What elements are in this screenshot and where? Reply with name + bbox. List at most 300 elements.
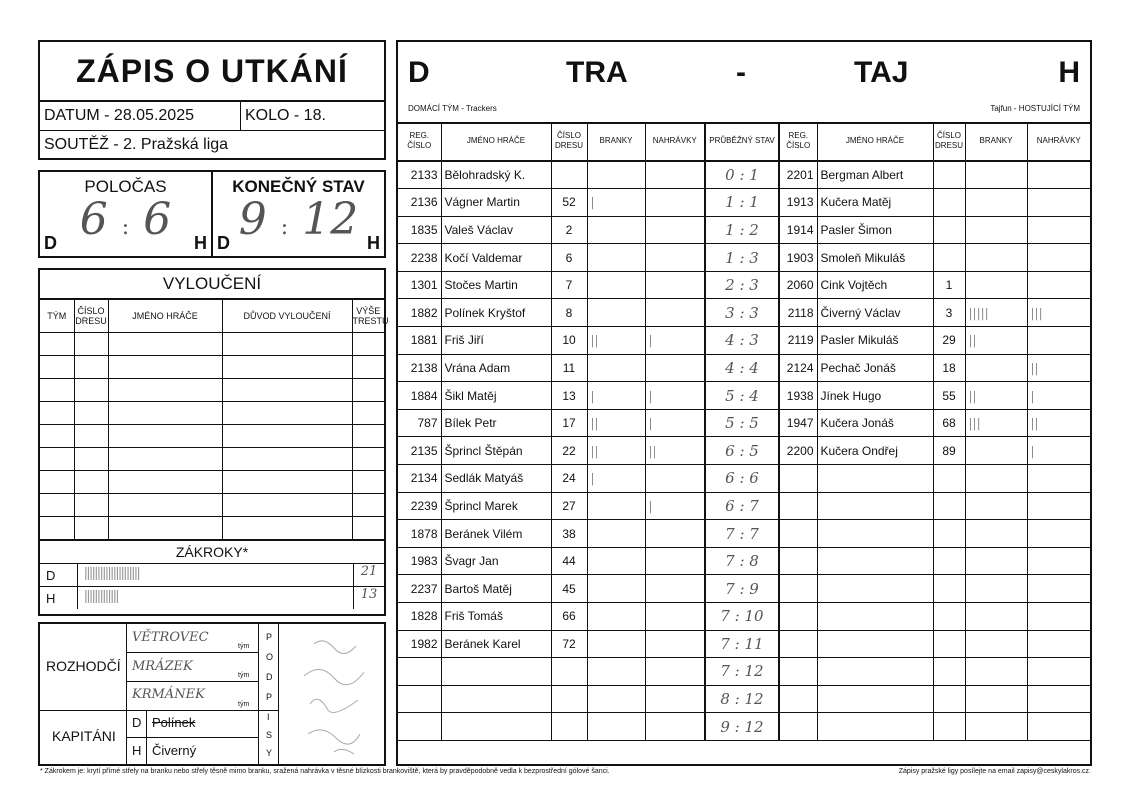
saves-row-away [40,586,384,609]
away-assists-cell [1027,603,1090,631]
away-number-cell [933,492,965,520]
col-running-score: PRŮBĚŽNÝ STAV [705,122,779,161]
home-number-cell: 52 [551,189,587,217]
away-assists-cell [1027,630,1090,658]
away-assists-cell: ||| [1027,299,1090,327]
halftime-away: 6 [143,194,172,245]
podpisy-p2: P [266,692,273,702]
away-reg-cell: 2200 [779,437,817,465]
home-number-cell [551,713,587,741]
away-reg-cell: 2060 [779,271,817,299]
home-reg-cell: 1884 [398,382,441,410]
excl-col-name: JMÉNO HRÁČE [108,300,222,333]
home-assists-cell [645,216,705,244]
away-name-cell: Bergman Albert [817,161,933,189]
away-assists-cell [1027,713,1090,741]
table-row [398,437,1090,465]
away-name-cell: Kučera Ondřej [817,437,933,465]
away-reg-cell: 2119 [779,327,817,355]
podpisy-s: S [266,730,273,740]
halftime-home: 6 [79,194,108,245]
score-box [38,170,386,258]
home-number-cell: 27 [551,492,587,520]
home-number-cell: 2 [551,216,587,244]
away-number-cell: 55 [933,382,965,410]
home-number-cell: 22 [551,437,587,465]
away-goals-cell [965,465,1027,493]
final-h-label: H [367,233,380,253]
away-reg-cell: 2124 [779,354,817,382]
running-score-cell: 4 : 3 [705,327,779,355]
away-number-cell [933,547,965,575]
halftime-score [40,172,213,256]
saves-title: ZÁKROKY* [40,540,384,563]
away-number-cell [933,603,965,631]
away-number-cell [933,658,965,686]
away-name-cell [817,685,933,713]
away-name-cell: Pechač Jonáš [817,354,933,382]
referee-2: MRÁZEK [132,659,193,674]
away-goals-cell: ||||| [965,299,1027,327]
home-assists-cell [645,547,705,575]
home-number-cell [551,658,587,686]
home-goals-cell: || [587,327,645,355]
away-name-cell: Kučera Jonáš [817,409,933,437]
running-score-cell: 7 : 8 [705,547,779,575]
running-score-cell: 5 : 5 [705,409,779,437]
home-letter: D [408,56,430,89]
running-score-cell: 9 : 12 [705,713,779,741]
table-row [398,713,1090,741]
home-assists-cell [645,465,705,493]
home-goals-cell: | [587,189,645,217]
home-assists-cell [645,713,705,741]
away-goals-cell [965,547,1027,575]
away-assists-cell: | [1027,382,1090,410]
table-row [398,354,1090,382]
date-field: DATUM - 28.05.2025 [40,102,241,130]
halftime-label: POLOČAS [84,177,167,196]
table-row [398,409,1090,437]
podpisy-y: Y [266,748,273,758]
table-row [398,327,1090,355]
away-col-reg: REG. ČÍSLO [779,122,817,161]
saves-home-label: D [40,564,78,586]
excl-col-reason: DŮVOD VYLOUČENÍ [222,300,352,333]
home-reg-cell: 1882 [398,299,441,327]
home-col-assists: NAHRÁVKY [645,122,705,161]
table-row [398,244,1090,272]
home-goals-cell: | [587,382,645,410]
table-row [398,603,1090,631]
home-name-cell: Friš Jiří [441,327,551,355]
away-goals-cell [965,161,1027,189]
away-goals-cell: ||| [965,409,1027,437]
away-name-cell [817,465,933,493]
table-row [40,333,384,356]
table-row [40,379,384,402]
home-goals-cell [587,547,645,575]
home-name-cell: Šikl Matěj [441,382,551,410]
page-title: ZÁPIS O UTKÁNÍ [40,42,384,102]
players-body [398,161,1090,740]
away-goals-cell [965,630,1027,658]
final-score [213,172,384,256]
running-score-cell: 7 : 10 [705,603,779,631]
table-row [398,271,1090,299]
exclusions-title: VYLOUČENÍ [40,270,384,300]
home-reg-cell: 1881 [398,327,441,355]
away-number-cell [933,189,965,217]
captain-away-label: H [132,743,142,758]
home-goals-cell [587,492,645,520]
home-name-cell: Kočí Valdemar [441,244,551,272]
home-reg-cell: 787 [398,409,441,437]
away-name-cell: Čiverný Václav [817,299,933,327]
away-number-cell [933,465,965,493]
away-code: TAJ [854,56,909,89]
table-row [40,356,384,379]
home-name-cell: Švagr Jan [441,547,551,575]
running-score-cell: 7 : 12 [705,658,779,686]
table-row [398,658,1090,686]
table-row [398,299,1090,327]
away-reg-cell [779,465,817,493]
home-number-cell: 11 [551,354,587,382]
podpisy-o: O [266,652,274,662]
away-assists-cell [1027,244,1090,272]
away-name-cell [817,520,933,548]
home-reg-cell: 2134 [398,465,441,493]
away-assists-cell [1027,465,1090,493]
home-number-cell: 66 [551,603,587,631]
away-number-cell [933,575,965,603]
home-goals-cell [587,603,645,631]
running-score-cell: 7 : 7 [705,520,779,548]
home-reg-cell: 1828 [398,603,441,631]
footer-email: Zápisy pražské ligy posílejte na email zapisy@ceskylakros.cz. [898,768,1091,775]
excl-col-team: TÝM [40,300,74,333]
away-number-cell [933,630,965,658]
away-reg-cell [779,713,817,741]
home-name-cell: Polínek Kryštof [441,299,551,327]
away-name-cell [817,547,933,575]
away-name-cell [817,658,933,686]
running-score-cell: 0 : 1 [705,161,779,189]
home-number-cell: 72 [551,630,587,658]
away-col-number: ČÍSLO DRESU [933,122,965,161]
captains-label: KAPITÁNI [52,728,116,744]
saves-row-home [40,563,384,586]
halftime-h-label: H [194,233,207,253]
home-goals-cell: || [587,437,645,465]
captain-away: Čiverný [152,743,197,758]
home-goals-cell [587,658,645,686]
home-number-cell: 45 [551,575,587,603]
home-goals-cell [587,299,645,327]
podpisy-i: I [267,712,270,722]
home-goals-cell [587,161,645,189]
table-row [398,492,1090,520]
table-row [40,448,384,471]
home-name-cell: Friš Tomáš [441,603,551,631]
home-reg-cell: 1878 [398,520,441,548]
home-assists-cell [645,354,705,382]
home-reg-cell: 2237 [398,575,441,603]
saves-away-tally: ||||||||||||| [78,587,354,609]
home-assists-cell: | [645,327,705,355]
teams-header [398,42,1090,124]
home-name-cell: Šprincl Štěpán [441,437,551,465]
running-score-cell: 6 : 5 [705,437,779,465]
away-assists-cell [1027,685,1090,713]
away-reg-cell [779,520,817,548]
final-colon: : [280,215,289,240]
home-number-cell: 13 [551,382,587,410]
table-row [398,575,1090,603]
final-home: 9 [238,194,267,245]
away-reg-cell: 1903 [779,244,817,272]
table-row [40,471,384,494]
away-assists-cell [1027,520,1090,548]
running-score-cell: 1 : 3 [705,244,779,272]
home-assists-cell [645,630,705,658]
away-reg-cell [779,658,817,686]
away-name-cell [817,603,933,631]
away-goals-cell: || [965,382,1027,410]
team-dash: - [736,56,746,89]
home-assists-cell [645,603,705,631]
running-score-cell: 1 : 1 [705,189,779,217]
away-reg-cell [779,630,817,658]
players-header [398,122,1090,161]
table-row [398,382,1090,410]
table-row [398,520,1090,548]
away-reg-cell: 1938 [779,382,817,410]
away-number-cell: 29 [933,327,965,355]
home-number-cell [551,685,587,713]
table-row [398,465,1090,493]
home-assists-cell: || [645,437,705,465]
away-number-cell: 3 [933,299,965,327]
home-reg-cell: 2133 [398,161,441,189]
away-goals-cell [965,216,1027,244]
away-name-cell [817,492,933,520]
home-assists-cell [645,189,705,217]
away-assists-cell [1027,216,1090,244]
home-goals-cell [587,713,645,741]
home-name-cell: Beránek Vilém [441,520,551,548]
tym-label-1: tým [238,643,250,650]
home-goals-cell [587,685,645,713]
running-score-cell: 1 : 2 [705,216,779,244]
home-assists-cell [645,161,705,189]
running-score-cell: 3 : 3 [705,299,779,327]
away-name-cell: Kučera Matěj [817,189,933,217]
away-reg-cell: 1947 [779,409,817,437]
away-col-goals: BRANKY [965,122,1027,161]
exclusions-box [38,268,389,616]
halftime-value [40,194,211,245]
running-score-cell: 5 : 4 [705,382,779,410]
away-number-cell [933,161,965,189]
running-score-cell: 7 : 9 [705,575,779,603]
away-goals-cell [965,520,1027,548]
home-name-cell: Beránek Karel [441,630,551,658]
away-number-cell: 1 [933,271,965,299]
away-goals-cell [965,244,1027,272]
away-assists-cell [1027,547,1090,575]
home-col-name: JMÉNO HRÁČE [441,122,551,161]
away-goals-cell [965,271,1027,299]
away-name-cell [817,713,933,741]
away-goals-cell [965,354,1027,382]
home-code: TRA [566,56,628,89]
home-number-cell [551,161,587,189]
exclusions-table [40,300,389,540]
table-row [398,547,1090,575]
away-letter: H [1058,56,1080,89]
running-score-cell: 7 : 11 [705,630,779,658]
home-number-cell: 24 [551,465,587,493]
away-reg-cell [779,603,817,631]
saves-home-tally: ||||||||||||||||||||| [78,564,354,586]
home-reg-cell: 2136 [398,189,441,217]
podpisy-d: D [266,672,273,682]
final-value [213,194,384,245]
home-reg-cell: 2135 [398,437,441,465]
home-name-cell [441,713,551,741]
match-sheet [396,40,1092,766]
home-col-goals: BRANKY [587,122,645,161]
date-row [40,102,384,131]
home-number-cell: 6 [551,244,587,272]
final-away: 12 [302,194,359,245]
halftime-d-label: D [44,233,57,253]
home-assists-cell [645,575,705,603]
running-score-cell: 8 : 12 [705,685,779,713]
table-row [398,161,1090,189]
away-number-cell: 89 [933,437,965,465]
home-goals-cell [587,630,645,658]
away-assists-cell: || [1027,354,1090,382]
away-goals-cell [965,437,1027,465]
away-goals-cell [965,603,1027,631]
away-reg-cell: 2201 [779,161,817,189]
title-box [38,40,386,160]
away-name-cell: Pasler Šimon [817,216,933,244]
referees-label: ROZHODČÍ [46,658,121,674]
home-reg-cell: 2238 [398,244,441,272]
referee-1: VĚTROVEC [132,630,209,645]
referee-3: KRMÁNEK [132,687,205,702]
away-col-name: JMÉNO HRÁČE [817,122,933,161]
home-reg-cell [398,713,441,741]
home-reg-cell: 1835 [398,216,441,244]
home-number-cell: 44 [551,547,587,575]
away-reg-cell: 2118 [779,299,817,327]
saves-home-total: 21 [360,564,378,579]
home-name-cell: Vágner Martin [441,189,551,217]
saves-away-total: 13 [360,587,378,602]
table-row [398,216,1090,244]
footer-note: * Zákrokem je: krytí přímé střely na branku nebo střely těsně mimo branku, sražená nahrávka v těsné blízkosti brankoviště, která by pravděpodobně vedla k bezprostřední gólové šanci. [40,768,610,775]
away-number-cell [933,713,965,741]
away-reg-cell: 1914 [779,216,817,244]
excl-col-number: ČÍSLO DRESU [74,300,108,333]
home-goals-cell [587,354,645,382]
home-assists-cell: | [645,382,705,410]
home-name-cell: Bělohradský K. [441,161,551,189]
home-goals-cell [587,575,645,603]
away-name-cell: Smoleň Mikuláš [817,244,933,272]
table-row [40,494,384,517]
final-d-label: D [217,233,230,253]
away-assists-cell [1027,575,1090,603]
running-score-cell: 6 : 7 [705,492,779,520]
away-name-cell: Cink Vojtěch [817,271,933,299]
table-row [398,685,1090,713]
home-assists-cell: | [645,409,705,437]
home-goals-cell [587,271,645,299]
home-goals-cell: | [587,465,645,493]
away-reg-cell [779,685,817,713]
tym-label-2: tým [238,672,250,679]
excl-col-penalty: VÝŠE TRESTU [352,300,384,333]
captain-home-label: D [132,715,142,730]
home-name-cell: Vrána Adam [441,354,551,382]
away-goals-cell [965,189,1027,217]
running-score-cell: 4 : 4 [705,354,779,382]
away-number-cell [933,685,965,713]
competition-row [40,131,384,159]
running-score-cell: 6 : 6 [705,465,779,493]
home-col-reg: REG. ČÍSLO [398,122,441,161]
home-assists-cell [645,244,705,272]
away-number-cell [933,520,965,548]
table-row [40,517,384,540]
home-number-cell: 38 [551,520,587,548]
away-assists-cell [1027,161,1090,189]
home-number-cell: 17 [551,409,587,437]
home-goals-cell: || [587,409,645,437]
away-reg-cell [779,492,817,520]
away-assists-cell: || [1027,409,1090,437]
home-name-cell: Sedlák Matyáš [441,465,551,493]
home-col-number: ČÍSLO DRESU [551,122,587,161]
home-reg-cell [398,685,441,713]
round-field: KOLO - 18. [245,107,326,124]
away-goals-cell [965,492,1027,520]
podpisy-p1: P [266,632,273,642]
away-name-cell: Jínek Hugo [817,382,933,410]
home-assists-cell [645,658,705,686]
home-number-cell: 7 [551,271,587,299]
away-name-cell [817,575,933,603]
officials-box [38,622,386,766]
home-reg-cell: 2138 [398,354,441,382]
saves-away-label: H [40,587,78,609]
halftime-colon: : [121,215,130,240]
home-name-cell: Bartoš Matěj [441,575,551,603]
home-team-label: DOMÁCÍ TÝM - Trackers [408,104,497,113]
tym-label-3: tým [238,701,250,708]
away-assists-cell [1027,189,1090,217]
home-goals-cell [587,520,645,548]
home-assists-cell: | [645,492,705,520]
away-reg-cell [779,547,817,575]
home-reg-cell: 2239 [398,492,441,520]
